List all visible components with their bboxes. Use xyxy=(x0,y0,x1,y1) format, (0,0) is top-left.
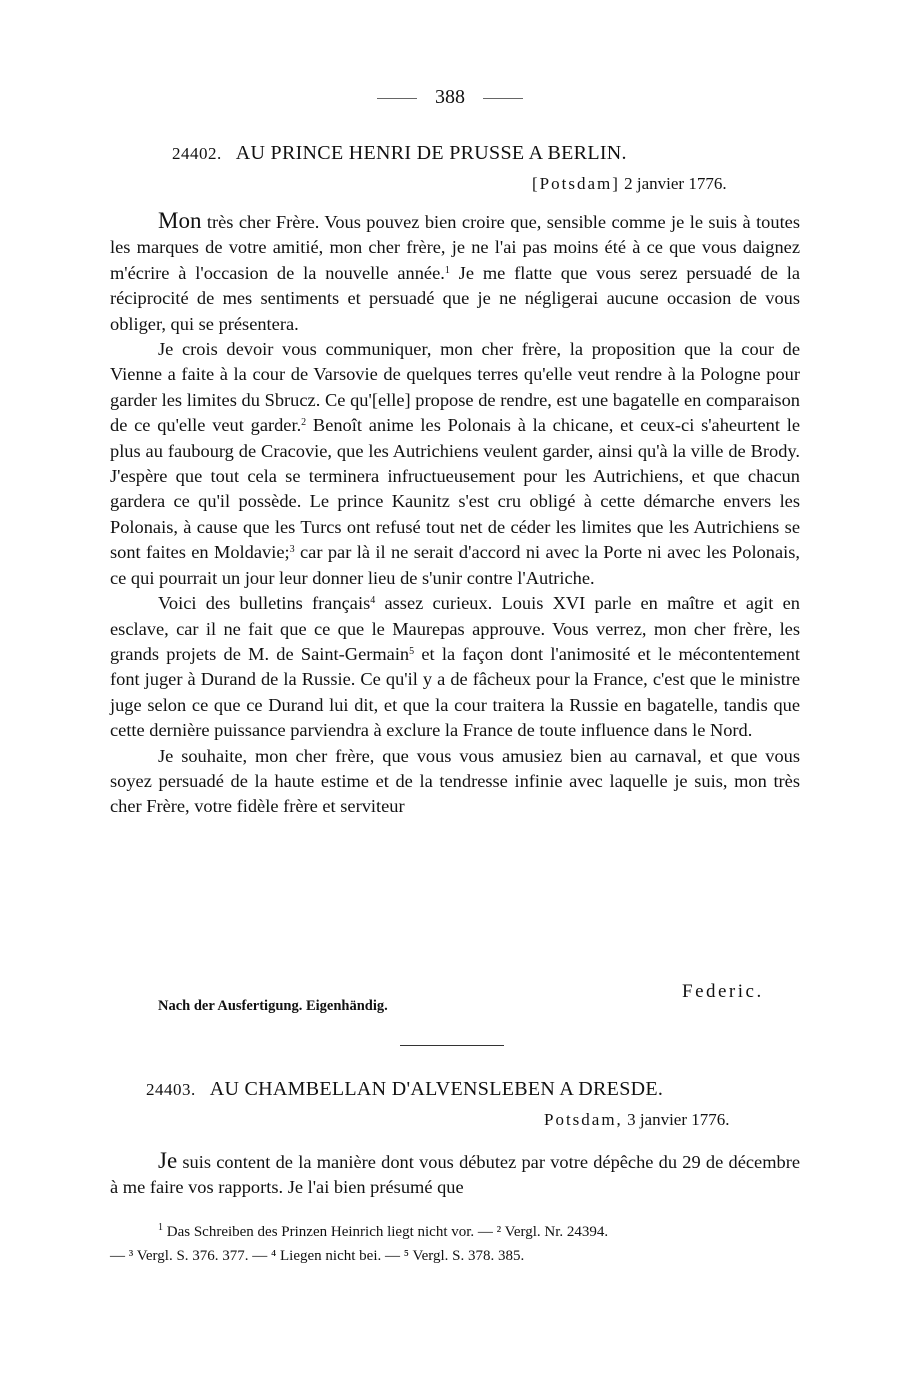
paragraph-text: Voici des bulletins français xyxy=(158,593,371,614)
paragraph-text: et la façon dont l'animosité et le mécontentement font juger à Durand de la Russie. Ce qu'il y a de fâcheux pour la France, c'est que le ministre juge selon ce que ce Durand lui dit, et que la cour traitera la Russie en bagatelle, tandis que cette dernière puissance parviendra à exclure la France de toute influence dans le Nord. xyxy=(110,643,800,741)
letter-date: 2 janvier 1776. xyxy=(624,174,727,193)
letter-dateline xyxy=(532,174,727,194)
letter-place: [Potsdam] xyxy=(532,174,620,193)
footnote-text: Das Schreiben des Prinzen Heinrich liegt nicht vor. — ² Vergl. Nr. 24394. xyxy=(166,1224,609,1240)
right-dash xyxy=(483,98,523,99)
letter-address: AU PRINCE HENRI DE PRUSSE A BERLIN. xyxy=(235,142,627,164)
letter-date: 3 janvier 1776. xyxy=(627,1110,730,1129)
letter-heading xyxy=(172,142,792,165)
paragraph-text: Je me flatte que vous serez persuadé de la réciprocité de mes sentiments et persuadé que je ne négligerai aucune occasion de vous obliger, qui se présentera. xyxy=(110,262,800,334)
letter-body xyxy=(110,208,800,820)
footnote-ref: 5 xyxy=(409,645,415,657)
footnote-ref: 2 xyxy=(301,417,307,429)
page-number-line xyxy=(0,86,900,109)
letter-address: AU CHAMBELLAN D'ALVENSLEBEN A DRESDE. xyxy=(209,1078,664,1100)
paragraph xyxy=(110,744,800,820)
paragraph-text: suis content de la manière dont vous débutez par votre dépêche du 29 de décembre à me faire vos rapports. Je l'ai bien présumé que xyxy=(110,1152,800,1198)
letter-place: Potsdam, xyxy=(544,1110,623,1129)
page-number: 388 xyxy=(435,86,465,108)
footnote-line xyxy=(110,1244,810,1268)
footnote-line xyxy=(110,1220,810,1244)
section-separator xyxy=(400,1045,504,1046)
paragraph-text: très cher Frère. Vous pouvez bien croire que, sensible comme je le suis à toutes les marques de votre amitié, mon cher frère, je ne l'ai pas moins été à ce que vous daignez m'écrire à l'occasion de la nouvelle année. xyxy=(110,212,800,283)
letter-heading xyxy=(146,1078,766,1101)
paragraph-text: Je souhaite, mon cher frère, que vous vous amusiez bien au carnaval, et que vous soyez persuadé de la haute estime et de la tendresse infinie avec laquelle je suis, mon très cher Frère, votre fidèle frère et serviteur xyxy=(110,745,800,817)
opening-word: Mon xyxy=(158,208,202,233)
left-dash xyxy=(377,98,417,99)
paragraph xyxy=(110,1148,800,1201)
footnote-ref: 4 xyxy=(370,595,376,607)
opening-word: Je xyxy=(158,1148,178,1173)
letter-number: 24403. xyxy=(146,1080,196,1099)
paragraph-text: car par là il ne serait d'accord ni avec la Porte ni avec les Polonais, ce qui pourrait un jour leur donner lieu de s'unir contre l'Autriche. xyxy=(110,542,801,588)
footnote-text: — ³ Vergl. S. 376. 377. — ⁴ Liegen nicht bei. — ⁵ Vergl. S. 378. 385. xyxy=(110,1248,525,1264)
letter-body xyxy=(110,1148,800,1201)
source-note: Nach der Ausfertigung. Eigenhändig. xyxy=(158,998,388,1014)
signature: Federic. xyxy=(682,981,764,1002)
footnote-mark: 1 xyxy=(158,1222,163,1233)
footnotes xyxy=(110,1220,810,1268)
paragraph xyxy=(110,208,800,337)
letter-number: 24402. xyxy=(172,144,222,163)
footnote-ref: 3 xyxy=(289,544,295,556)
paragraph xyxy=(110,591,800,743)
footnote-ref: 1 xyxy=(444,264,450,276)
letter-dateline xyxy=(544,1110,730,1130)
paragraph-text: Je crois devoir vous communiquer, mon cher frère, la proposition que la cour de Vienne a faite à la cour de Varsovie de quelques terres qu'elle veut rendre à la Pologne pour garder les limites du Sbrucz. Ce qu'[elle] propose de rendre, est une bagatelle en comparaison de ce qu'elle veut garder. xyxy=(110,339,800,436)
paragraph-text: Benoît anime les Polonais à la chicane, et ceux-ci s'aheurtent le plus au faubourg de Cracovie, que les Autrichiens veulent garder, ainsi qu'à la ville de Brody. J'espère que tout cela se terminera infructueusement pour les Autrichiens, et que chacun gardera ce qu'il possède. Le prince Kaunitz s'est cru obligé à cette démarche envers les Polonais, à cause que les Turcs ont refusé tout net de céder les limites que les Autrichiens se sont faites en Moldavie; xyxy=(110,415,800,563)
paragraph-text: assez curieux. Louis XVI parle en maître et agit en esclave, car il ne fait que ce que le Maurepas approuve. Vous verrez, mon cher frère, les grands projets de M. de Saint-Germain xyxy=(110,593,800,664)
paragraph xyxy=(110,337,800,591)
